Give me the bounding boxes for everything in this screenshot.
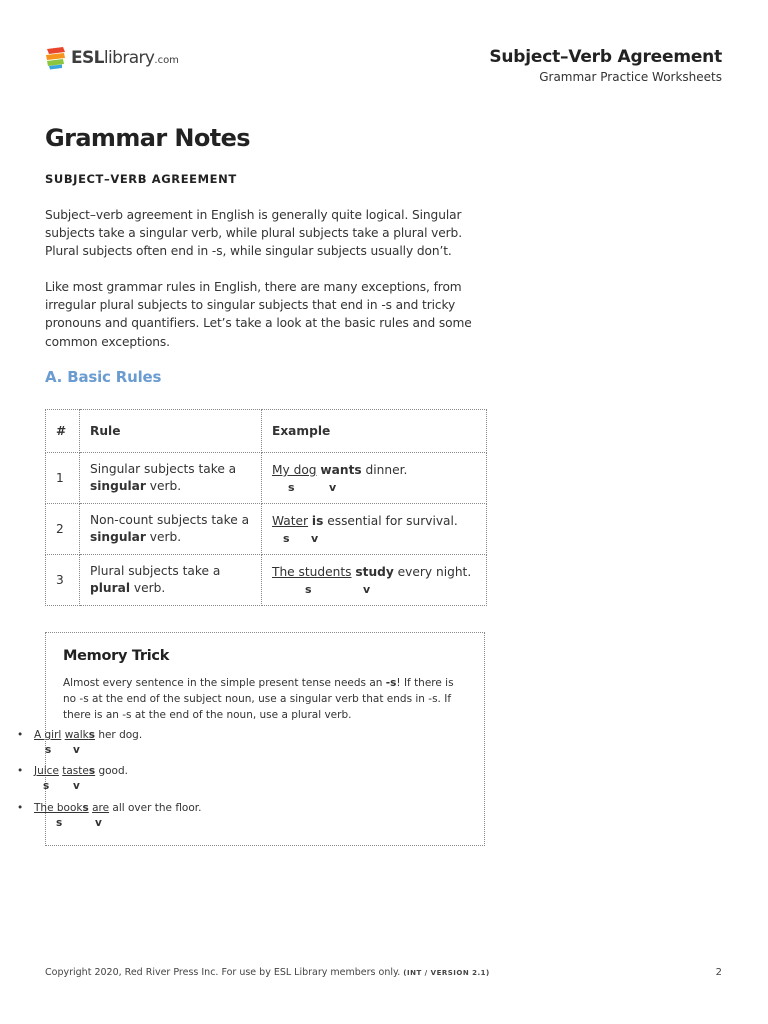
worksheet-subtitle: Grammar Practice Worksheets <box>539 70 722 84</box>
example-verb: wants <box>320 463 362 477</box>
bullet-marker: • <box>17 729 24 741</box>
example-sentence: Water is essential for survival. <box>272 514 458 528</box>
example-verb: walks <box>64 729 95 741</box>
rule-example <box>262 453 487 504</box>
example-subject: A girl <box>34 729 62 741</box>
book-stack-logo-icon <box>45 46 67 70</box>
rule-example <box>262 555 487 606</box>
verb-marker: v <box>363 583 371 596</box>
page-title: Grammar Notes <box>45 124 250 152</box>
example-verb: study <box>355 565 394 579</box>
subject-verb-markers <box>272 581 476 596</box>
column-header-number: # <box>46 410 80 453</box>
verb-marker: v <box>73 744 80 756</box>
worksheet-header <box>489 47 722 84</box>
intro-paragraph: Subject–verb agreement in English is generally quite logical. Singular subjects take a singular verb, while plural subjects take a plural verb. Plural subjects often end in -s, while singular subjects usually don’t. <box>45 208 462 259</box>
bullet-marker: • <box>17 765 24 777</box>
column-header-rule: Rule <box>80 410 262 453</box>
example-sentence: The books are all over the floor. <box>34 802 202 814</box>
verb-marker: v <box>311 532 319 545</box>
version-label: (INT / VERSION 2.1) <box>403 969 490 977</box>
subject-verb-markers <box>272 479 476 494</box>
bullet-marker: • <box>17 802 24 814</box>
example-verb: are <box>92 802 110 814</box>
subject-marker: s <box>305 583 312 596</box>
example-sentence: A girl walks her dog. <box>34 729 143 741</box>
example-subject: Water <box>272 514 309 528</box>
example-subject: My dog <box>272 463 317 477</box>
memory-trick-text: Almost every sentence in the simple present tense needs an -s! If there is no -s at the end of the subject noun, use a singular verb that ends in -s. If there is an -s at the end of the noun, use a plural verb. <box>63 677 454 721</box>
basic-rules-table <box>45 409 487 606</box>
rule-text: Singular subjects take a singular verb. <box>80 453 262 504</box>
basic-rules-heading: A. Basic Rules <box>45 368 162 386</box>
table-row <box>46 504 487 555</box>
worksheet-title: Subject–Verb Agreement <box>489 47 722 67</box>
subject-verb-markers <box>34 780 234 794</box>
subject-verb-markers <box>34 817 234 831</box>
logo-text: ESLlibrary.com <box>71 48 179 68</box>
rule-number: 3 <box>46 555 80 606</box>
example-subject: The students <box>272 565 352 579</box>
memory-trick-title: Memory Trick <box>63 648 170 664</box>
table-row <box>46 555 487 606</box>
subject-marker: s <box>283 532 290 545</box>
copyright-footer: Copyright 2020, Red River Press Inc. For use by ESL Library members only. (INT / VERSION 2.1) <box>45 967 490 978</box>
verb-marker: v <box>73 780 80 792</box>
rule-number: 1 <box>46 453 80 504</box>
example-sentence: My dog wants dinner. <box>272 463 408 477</box>
subject-verb-markers <box>34 744 234 758</box>
rule-text: Plural subjects take a plural verb. <box>80 555 262 606</box>
subject-verb-markers <box>272 530 476 545</box>
esl-library-logo <box>45 45 179 71</box>
example-subject: Juice <box>34 765 59 777</box>
rule-number: 2 <box>46 504 80 555</box>
example-sentence: The students study every night. <box>272 565 472 579</box>
table-row <box>46 453 487 504</box>
example-subject: The books <box>34 802 89 814</box>
verb-marker: v <box>329 481 337 494</box>
exceptions-paragraph: Like most grammar rules in English, there are many exceptions, from irregular plural subjects to singular subjects that end in -s and tricky pronouns and quantifiers. Let’s take a look at the basic rules and some common exceptions. <box>45 280 472 349</box>
page-number: 2 <box>715 967 722 978</box>
example-sentence: Juice tastes good. <box>34 765 128 777</box>
rule-text: Non-count subjects take a singular verb. <box>80 504 262 555</box>
rule-example <box>262 504 487 555</box>
subject-marker: s <box>45 744 52 756</box>
subject-marker: s <box>56 817 63 829</box>
subject-marker: s <box>288 481 295 494</box>
table-header-row <box>46 410 487 453</box>
column-header-example: Example <box>262 410 487 453</box>
example-verb: tastes <box>62 765 96 777</box>
example-verb: is <box>311 514 324 528</box>
section-label: SUBJECT–VERB AGREEMENT <box>45 172 237 186</box>
subject-marker: s <box>43 780 50 792</box>
verb-marker: v <box>95 817 102 829</box>
